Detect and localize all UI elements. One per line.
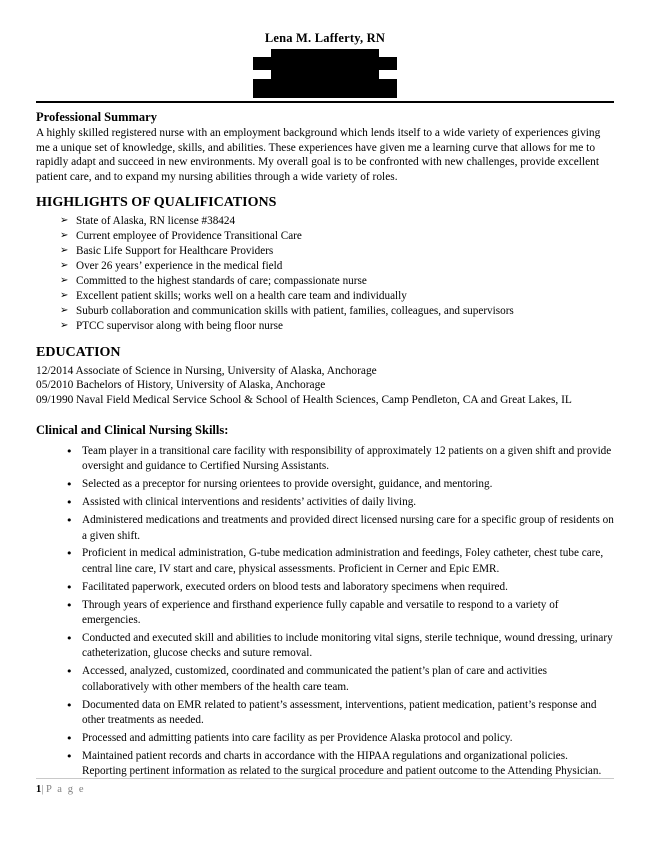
dot-bullet-icon: • (66, 698, 73, 712)
highlights-list (36, 214, 614, 333)
section-heading-clinical-skills: Clinical and Clinical Nursing Skills: (36, 423, 229, 438)
list-item (36, 580, 614, 595)
list-item-text: Conducted and executed skill and abilities to include monitoring vital signs, sterile technique, wound dressing, urinary catheterization, glucose checks and suture removal. (82, 631, 613, 660)
list-item-text: Administered medications and treatments and provided direct licensed nursing care for a specific group of residents on a given shift. (82, 514, 614, 542)
list-item (36, 477, 614, 492)
redaction-block (271, 49, 379, 98)
list-item (36, 274, 614, 289)
redaction-tab-right-upper (379, 57, 397, 70)
list-item (36, 513, 614, 544)
dot-bullet-icon: • (66, 631, 73, 645)
list-item-text: Basic Life Support for Healthcare Providers (76, 245, 274, 258)
list-item-text: Team player in a transitional care facility with responsibility of approximately 12 patients on a given shift and provide oversight and guidance to Certified Nursing Assistants. (82, 445, 612, 473)
arrow-bullet-icon: ➢ (60, 215, 69, 227)
footer-page-number: 1 (36, 784, 42, 795)
list-item (36, 444, 614, 475)
education-entry: 09/1990 Naval Field Medical Service School & School of Health Sciences, Camp Pendleton, CA and Great Lakes, IL (36, 394, 572, 407)
dot-bullet-icon: • (66, 445, 73, 459)
list-item (36, 319, 614, 334)
dot-bullet-icon: • (66, 547, 73, 561)
list-item (36, 698, 614, 729)
list-item-text: Processed and admitting patients into care facility as per Providence Alaska protocol and policy. (82, 731, 513, 744)
section-professional-summary (36, 109, 614, 184)
list-item (36, 664, 614, 695)
arrow-bullet-icon: ➢ (60, 230, 69, 242)
list-item-text: PTCC supervisor along with being floor nurse (76, 319, 283, 332)
list-item (36, 214, 614, 229)
list-item (36, 598, 614, 629)
page-title: Lena M. Lafferty, RN (264, 31, 386, 45)
section-education (36, 343, 614, 408)
redaction-tab-left-upper (253, 57, 271, 70)
arrow-bullet-icon: ➢ (60, 275, 69, 286)
footer-page-indicator (36, 783, 614, 797)
list-item-text: Current employee of Providence Transitional Care (76, 230, 302, 243)
list-item (36, 546, 614, 577)
professional-summary-paragraph: A highly skilled registered nurse with an employment background which lends itself to a wide variety of experiences giving me a unique set of knowledge, skills, and abilities. These experiences have given me a learning curve that allows for me to rapidly adapt and succeed in new environments. My overall goal is to be confronted with new challenges, provide excellent patient care, and to expand my nursing abilities through a wide variety of roles. (36, 127, 601, 183)
list-item (36, 749, 614, 780)
dot-bullet-icon: • (66, 749, 73, 763)
dot-bullet-icon: • (66, 580, 73, 594)
footer-page-word: P a g e (45, 784, 86, 795)
education-entry: 05/2010 Bachelors of History, University of Alaska, Anchorage (36, 379, 326, 392)
dot-bullet-icon: • (66, 598, 73, 612)
list-item-text: State of Alaska, RN license #38424 (76, 215, 236, 228)
footer-separator: | (41, 784, 44, 795)
list-item-text: Assisted with clinical interventions and residents’ activities of daily living. (82, 496, 417, 509)
arrow-bullet-icon: ➢ (60, 289, 69, 301)
list-item (36, 731, 614, 746)
document-header (36, 0, 614, 101)
list-item (36, 495, 614, 510)
header-divider (36, 101, 614, 103)
arrow-bullet-icon: ➢ (60, 260, 69, 272)
clinical-skills-list (36, 444, 614, 780)
list-item-text: Over 26 years’ experience in the medical field (76, 260, 283, 273)
list-item-text: Accessed, analyzed, customized, coordinated and communicated the patient’s plan of care and activities collaboratively with other members of the health care team. (82, 665, 548, 693)
dot-bullet-icon: • (66, 478, 73, 492)
list-item (36, 289, 614, 304)
redaction-tab-right-lower (379, 79, 397, 98)
section-heading-professional-summary: Professional Summary (36, 110, 157, 124)
list-item-text: Documented data on EMR related to patient’s assessment, interventions, patient medication, patient’s response and other treatments as needed. (82, 698, 597, 727)
redaction-tab-left-lower (253, 79, 271, 98)
list-item-text: Through years of experience and firsthand experience fully capable and versatile to respond to a variety of emergencies. (82, 598, 559, 627)
list-item (36, 259, 614, 274)
dot-bullet-icon: • (66, 665, 73, 679)
footer-divider (36, 778, 614, 779)
redacted-contact-area (36, 49, 614, 101)
dot-bullet-icon: • (66, 496, 73, 510)
list-item-text: Proficient in medical administration, G-tube medication administration and feedings, Foley catheter, chest tube care, central line care, IV start and care, physical assessments. Proficient in Cerner and Epic EMR. (82, 547, 604, 575)
list-item-text: Excellent patient skills; works well on a health care team and individually (76, 289, 407, 302)
list-item (36, 244, 614, 259)
section-heading-highlights: HIGHLIGHTS OF QUALIFICATIONS (36, 195, 277, 211)
education-entry: 12/2014 Associate of Science in Nursing, University of Alaska, Anchorage (36, 364, 377, 377)
section-clinical-nursing-skills (36, 422, 614, 780)
list-item-text: Maintained patient records and charts in accordance with the HIPAA regulations and organizational policies. Reporting pertinent information as related to the surgical procedure and patient outcome to the Attending Physician. (82, 749, 602, 778)
page-footer (36, 778, 614, 797)
list-item (36, 229, 614, 244)
section-heading-education: EDUCATION (36, 344, 121, 360)
arrow-bullet-icon: ➢ (60, 319, 69, 331)
list-item (36, 304, 614, 319)
arrow-bullet-icon: ➢ (60, 245, 69, 257)
section-highlights-of-qualifications (36, 193, 614, 333)
list-item-text: Committed to the highest standards of care; compassionate nurse (76, 275, 367, 287)
list-item (36, 631, 614, 662)
arrow-bullet-icon: ➢ (60, 304, 69, 316)
list-item-text: Facilitated paperwork, executed orders on blood tests and laboratory specimens when required. (82, 580, 508, 593)
list-item-text: Suburb collaboration and communication skills with patient, families, colleagues, and supervisors (76, 304, 514, 317)
dot-bullet-icon: • (66, 731, 73, 745)
list-item-text: Selected as a preceptor for nursing orientees to provide oversight, guidance, and mentoring. (82, 478, 493, 491)
dot-bullet-icon: • (66, 514, 73, 528)
